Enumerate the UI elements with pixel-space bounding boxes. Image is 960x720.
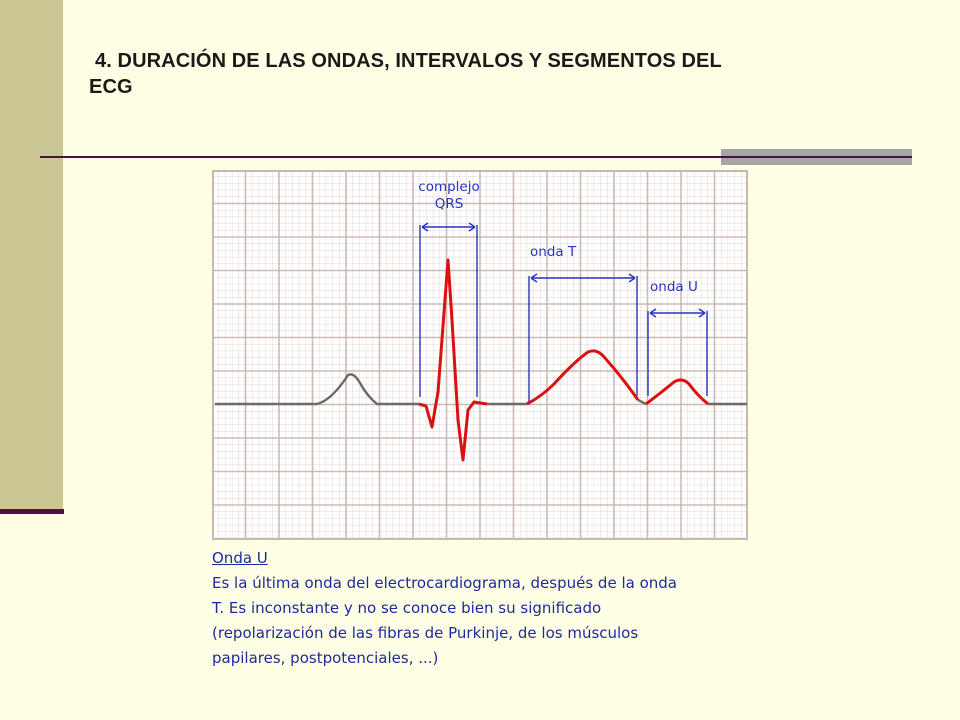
- side-accent-line: [0, 509, 64, 514]
- caption-line4: papilares, postpotenciales, ...): [212, 649, 439, 667]
- caption-line1: Es la última onda del electrocardiograma, después de la onda: [212, 574, 677, 592]
- slide-title-line2: ECG: [89, 76, 133, 98]
- caption-line2: T. Es inconstante y no se conoce bien su significado: [212, 599, 602, 617]
- title-rule-overlap: [721, 156, 912, 158]
- qrs-label-line2: QRS: [434, 196, 464, 212]
- qrs-label-line1: complejo: [418, 179, 480, 195]
- caption-line3: (repolarización de las fibras de Purkinje, de los músculos: [212, 624, 639, 642]
- side-accent-bar: [0, 0, 63, 512]
- u-wave-label: onda U: [650, 279, 698, 295]
- caption-heading: Onda U: [212, 549, 268, 567]
- caption: [212, 546, 772, 671]
- t-wave-label: onda T: [530, 244, 577, 260]
- slide-title-line1: 4. DURACIÓN DE LAS ONDAS, INTERVALOS Y SEGMENTOS DEL: [95, 50, 722, 72]
- slide-title: [89, 48, 875, 100]
- ecg-diagram: [212, 170, 748, 540]
